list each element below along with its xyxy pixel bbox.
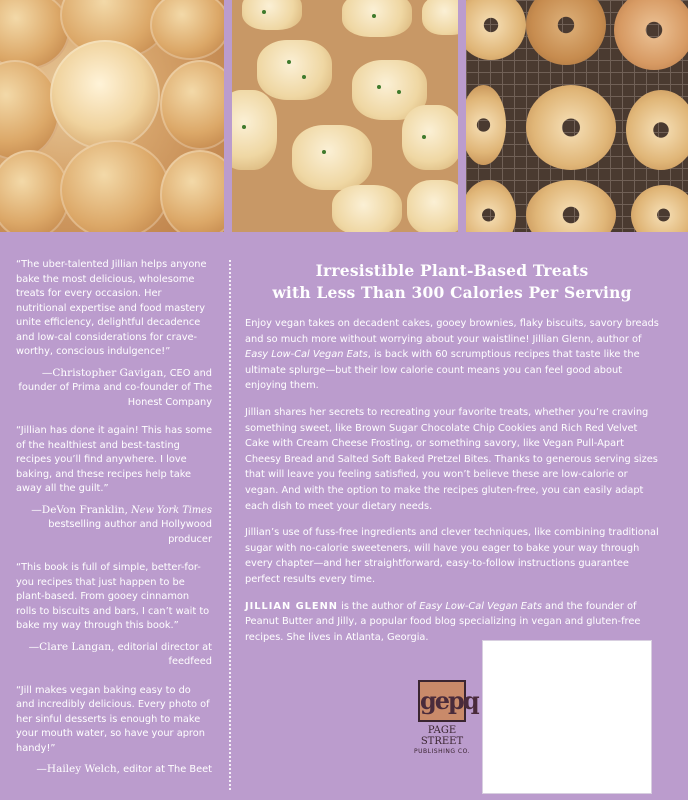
author-name: JILLIAN GLENN xyxy=(245,600,338,612)
testimonial-name: —Clare Langan, xyxy=(28,640,115,653)
book-description xyxy=(245,260,659,656)
testimonial-attribution xyxy=(16,640,212,670)
testimonial-name: —Hailey Welch, xyxy=(36,763,121,775)
book-title: Easy Low-Cal Vegan Eats xyxy=(419,600,542,612)
publisher-mark-icon: gepq xyxy=(418,680,466,722)
testimonial-title: bestselling author and Hollywood producer xyxy=(48,519,212,545)
testimonial-attribution xyxy=(16,503,212,548)
testimonial-title: editor at The Beet xyxy=(123,764,212,775)
publisher-name: PAGE STREET xyxy=(420,725,464,747)
description-paragraph-3: Jillian’s use of fuss-free ingredients and clever techniques, like combining traditional sugar with no-calorie sweeteners, will have you eager to bake your way through every chapter—and her straightforward, easy-to-follow instructions guarantee perfect results every time. xyxy=(245,527,659,585)
cinnamon-sugar-donut-holes-photo xyxy=(0,0,224,232)
testimonial-text: “The uber-talented Jillian helps anyone bake the most delicious, wholesome treats for every occasion. Her nutritional expertise and food mastery unite efficiency, delightful decadence and low-cal considerations for crave-worthy, conscious indulgence!” xyxy=(16,259,207,357)
testimonial-title: CEO and founder of Prima and co-founder of The Honest Company xyxy=(18,367,212,408)
testimonial-title: editorial director at feedfeed xyxy=(117,641,212,667)
testimonial-text: “Jillian has done it again! This has some of the healthiest and best-tasting recipes you’ll find anywhere. I love baking, and these recipes help take away all the guilt.” xyxy=(16,425,212,494)
testimonial-name: —Christopher Gavigan, xyxy=(41,366,167,379)
testimonial xyxy=(16,258,212,410)
headline-line-1: Irresistible Plant-Based Treats xyxy=(315,261,589,280)
publisher-logo xyxy=(412,680,478,756)
testimonial-attribution xyxy=(16,366,212,411)
headline xyxy=(245,260,659,304)
bagels-photo xyxy=(466,0,688,232)
testimonial-attribution xyxy=(16,762,212,778)
photo-strip xyxy=(0,0,688,232)
description-paragraph-1: Enjoy vegan takes on decadent cakes, gooey brownies, flaky biscuits, savory breads and so much more without worrying about your waistline! Jillian Glenn, author of Easy Low-Cal Vegan Eats, is back with 60 scrumptious recipes that taste like the ultimate splurge—but their low calorie count means you can feel good about enjoying them. xyxy=(245,318,659,392)
pretzel-bites-photo xyxy=(232,0,458,232)
description-paragraph-2: Jillian shares her secrets to recreating your favorite treats, whether you’re craving something sweet, like Brown Sugar Chocolate Chip Cookies and Rich Red Velvet Cake with Cream Cheese Frosting, or something savory, like Vegan Pull-Apart Cheesy Bread and Salted Soft Baked Pretzel Bites. Thanks to generous serving sizes that will leave you feeling satisfied, you won’t believe these are low-calorie or vegan. And with the option to make the recipes gluten-free, you can easily adapt each dish to meet your dietary needs. xyxy=(245,406,658,512)
testimonial xyxy=(16,561,212,670)
publisher-name-sub: PUBLISHING CO. xyxy=(414,748,470,755)
testimonial-name: —DeVon Franklin, xyxy=(31,503,128,516)
author-bio: JILLIAN GLENN is the author of Easy Low-Cal Vegan Eats and the founder of Peanut Butter and Jilly, a popular food blog specializing in vegan and gluten-free recipes. She lives in Atlanta, Georgia. xyxy=(245,600,641,643)
testimonial-publication: New York Times xyxy=(131,504,212,516)
testimonial-text: “Jill makes vegan baking easy to do and incredibly delicious. Every photo of her sinful desserts is enough to make your mouth water, so have your apron handy!” xyxy=(16,684,210,754)
headline-line-2: with Less Than 300 Calories Per Serving xyxy=(272,283,632,302)
book-title: Easy Low-Cal Vegan Eats xyxy=(245,349,368,361)
testimonials xyxy=(16,258,212,792)
barcode-area xyxy=(482,640,652,794)
testimonial xyxy=(16,424,212,547)
dotted-divider xyxy=(229,260,231,790)
testimonial xyxy=(16,684,212,778)
testimonial-text: “This book is full of simple, better-for-you recipes that just happen to be plant-based. From gooey cinnamon rolls to biscuits and bars, I can’t wait to bake my way through this book.” xyxy=(16,562,210,631)
